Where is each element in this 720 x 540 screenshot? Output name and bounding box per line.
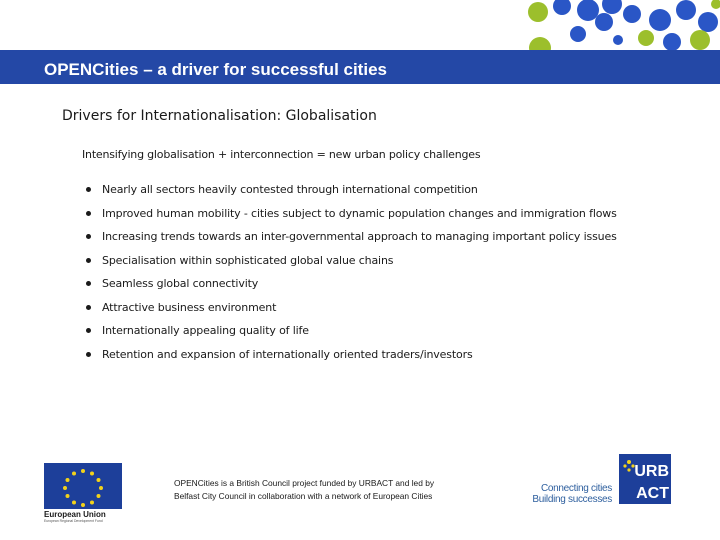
bullet-item: Seamless global connectivity (84, 272, 617, 296)
slide-title: OPENCities – a driver for successful cities (44, 60, 387, 79)
urbact-logo-top: URB (634, 463, 669, 480)
bullet-item: Specialisation within sophisticated global value chains (84, 249, 617, 273)
eu-logo-label: European Union (44, 510, 106, 519)
eu-flag-logo (42, 463, 150, 523)
bullet-list (84, 178, 617, 366)
bullet-icon (86, 211, 91, 216)
intro-text: Intensifying globalisation + interconnection = new urban policy challenges (82, 148, 481, 161)
bullet-icon (86, 258, 91, 263)
bullet-item: Increasing trends towards an inter-governmental approach to managing important policy issues (84, 225, 617, 249)
footer-credit: OPENCities is a British Council project funded by URBACT and led by Belfast City Council in collaboration with a network of European Cities (174, 478, 435, 501)
bullet-item: Internationally appealing quality of life (84, 319, 617, 343)
bullet-item: Attractive business environment (84, 296, 617, 320)
bullet-item: Nearly all sectors heavily contested through international competition (84, 178, 617, 202)
urbact-tagline: Connecting cities Building successes (532, 483, 612, 505)
bullet-icon (86, 305, 91, 310)
bullet-item: Retention and expansion of internationally oriented traders/investors (84, 343, 617, 367)
bullet-icon (86, 281, 91, 286)
bullet-icon (86, 328, 91, 333)
eu-logo-sublabel: European Regional Development Fund (44, 519, 103, 523)
bullet-icon (86, 187, 91, 192)
bullet-item: Improved human mobility - cities subject to dynamic population changes and immigration flows (84, 202, 617, 226)
urbact-logo (619, 454, 671, 504)
bullet-icon (86, 234, 91, 239)
bullet-icon (86, 352, 91, 357)
section-subtitle: Drivers for Internationalisation: Globalisation (62, 108, 377, 124)
urbact-logo-bottom: ACT (636, 485, 669, 502)
